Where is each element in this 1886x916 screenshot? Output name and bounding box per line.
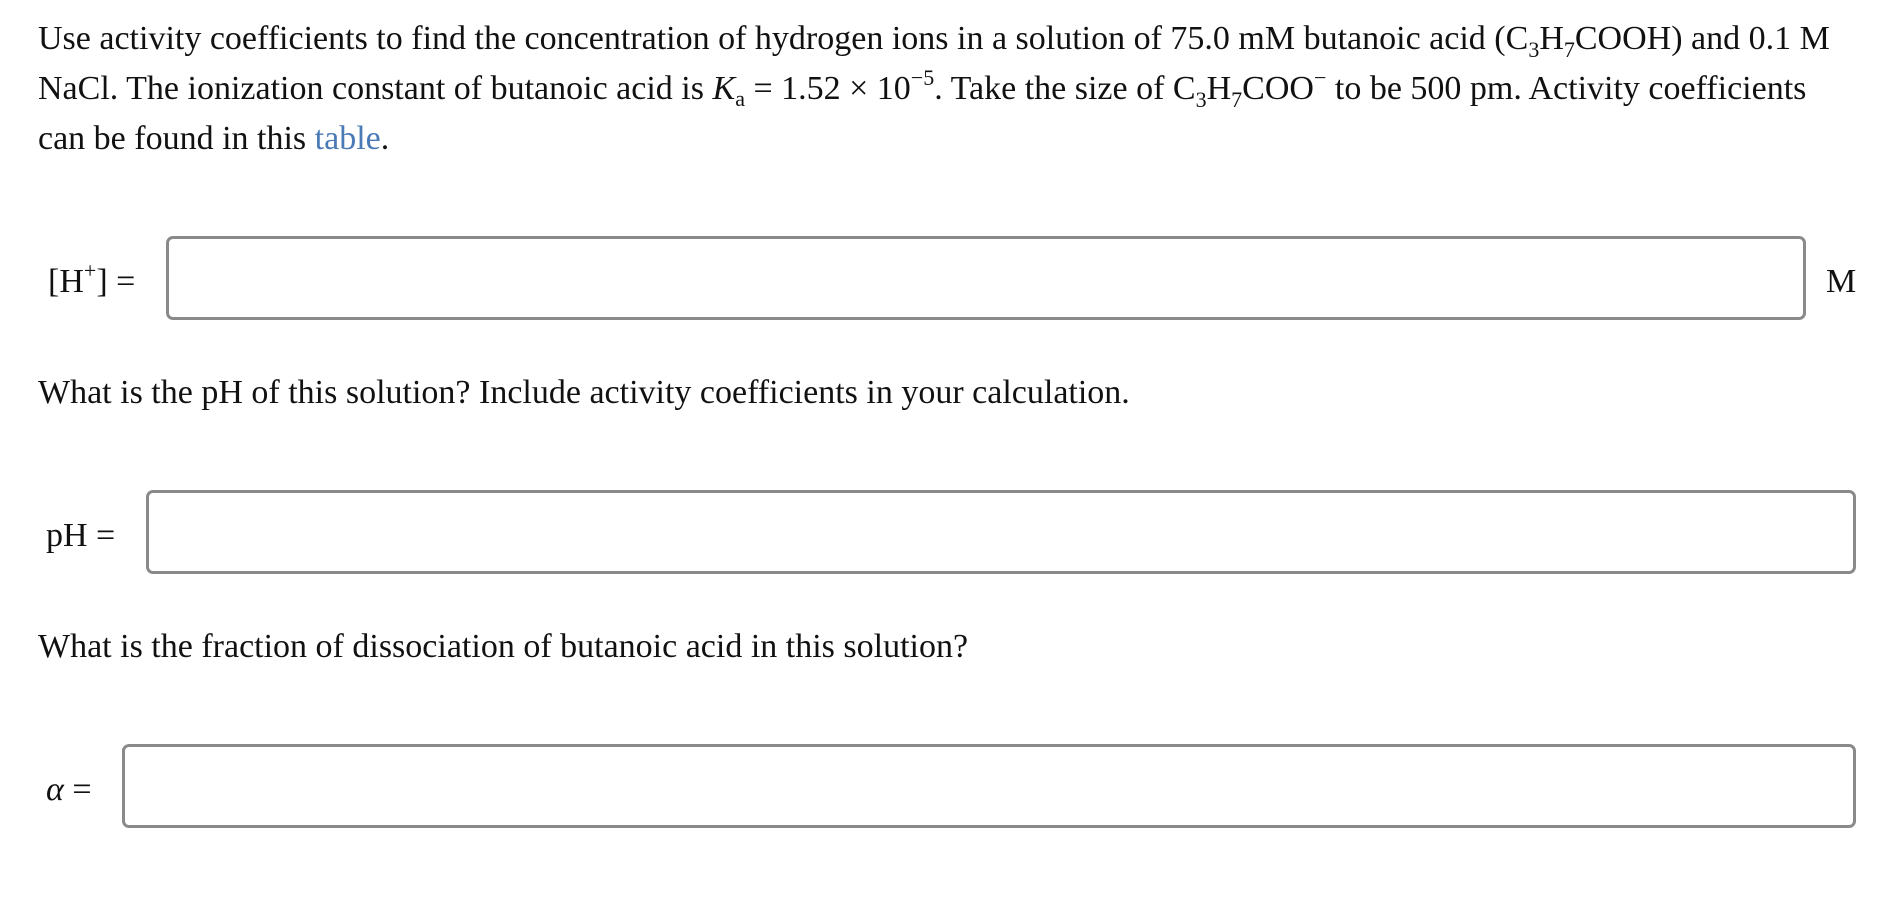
ka-exponent: −5 — [910, 65, 935, 90]
ph-input[interactable] — [146, 490, 1856, 574]
alpha-input[interactable] — [122, 744, 1856, 828]
subscript-7: 7 — [1231, 87, 1243, 112]
alpha-question: What is the fraction of dissociation of butanoic acid in this solution? — [38, 628, 969, 665]
h-concentration-label — [48, 258, 136, 302]
problem-statement — [38, 14, 1858, 164]
label-text: [H — [48, 263, 84, 300]
problem-text: H — [1539, 20, 1564, 57]
problem-text: Use activity coefficients to find the concentration of hydrogen ions in a solution of 75.0 mM butanoic acid (C — [38, 20, 1529, 57]
unit-label: M — [1826, 263, 1857, 300]
ph-question: What is the pH of this solution? Include activity coefficients in your calculation. — [38, 374, 1130, 411]
subscript-3: 3 — [1528, 37, 1540, 62]
ka-symbol: K — [712, 70, 736, 107]
problem-text: . — [380, 120, 390, 157]
label-text: = — [63, 771, 92, 808]
alpha-symbol: α — [46, 771, 64, 808]
table-link[interactable]: table — [314, 120, 381, 157]
problem-text: COOH) and 0.1 M NaCl. The ionization constant of butanoic acid is — [38, 20, 1830, 107]
ka-value: = 1.52 × 10 — [744, 70, 911, 107]
alpha-label — [46, 770, 92, 810]
label-text: ] = — [96, 263, 136, 300]
ph-label: pH = — [46, 517, 116, 554]
label-superscript: + — [83, 258, 97, 283]
subscript-3: 3 — [1195, 87, 1207, 112]
problem-text: . Take the size of C — [934, 70, 1196, 107]
anion-charge: − — [1313, 65, 1327, 90]
subscript-7: 7 — [1563, 37, 1575, 62]
ka-subscript: a — [735, 86, 745, 111]
h-concentration-input[interactable] — [166, 236, 1806, 320]
problem-text: H — [1206, 70, 1232, 107]
problem-text: COO — [1242, 70, 1314, 107]
problem-text: to be 500 pm. Activity coefficients can be found in this — [38, 70, 1807, 157]
